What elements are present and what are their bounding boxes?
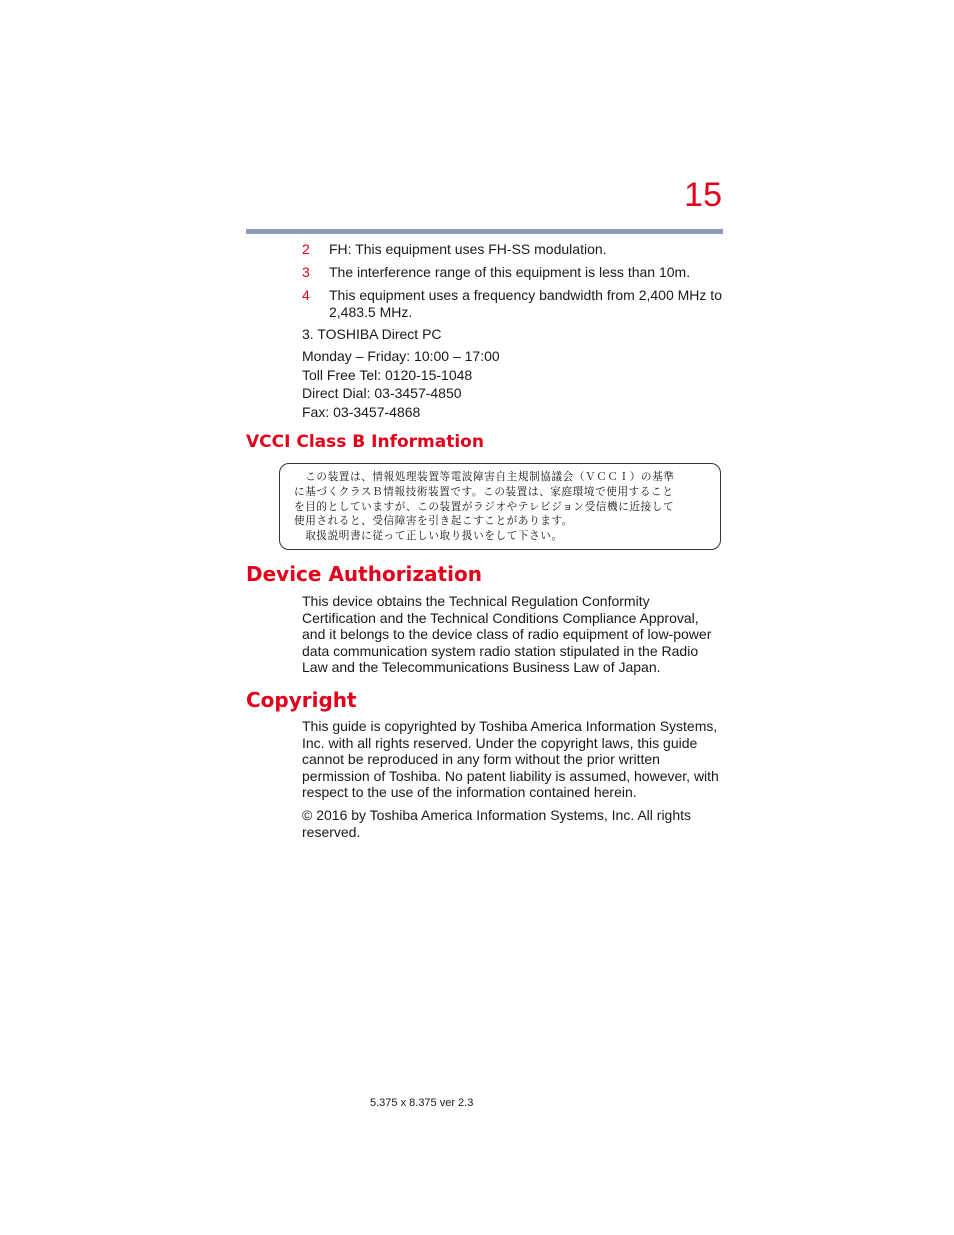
- list-item-text: The interference range of this equipment is less than 10m.: [329, 264, 691, 280]
- header-rule: [246, 229, 723, 234]
- device-authorization-text: This device obtains the Technical Regulation Conformity Certification and the Technical Conditions Compliance Approval, and it belongs to the device class of radio equipment of low-power data communication system radio station stipulated in the Radio Law and the Telecommunications Business Law of Japan.: [302, 593, 712, 675]
- device-authorization-heading: Device Authorization: [246, 562, 482, 586]
- page-number: 15: [684, 176, 722, 214]
- list-item-text: This equipment uses a frequency bandwidth from 2,400 MHz to 2,483.5 MHz.: [329, 287, 722, 320]
- copyright-heading: Copyright: [246, 688, 357, 712]
- vcci-line: この装置は、情報処理装置等電波障害自主規制協議会（ＶＣＣＩ）の基準: [294, 471, 675, 483]
- copyright-notice: © 2016 by Toshiba America Information Systems, Inc. All rights reserved.: [302, 807, 692, 840]
- page-footer: 5.375 x 8.375 ver 2.3: [370, 1097, 474, 1109]
- list-item-text: FH: This equipment uses FH-SS modulation.: [329, 241, 607, 257]
- contact-details: [302, 347, 724, 422]
- list-item-number: 4: [302, 287, 310, 303]
- radio-spec-list: [300, 241, 725, 327]
- contact-direct-dial: Direct Dial: 03-3457-4850: [302, 385, 462, 402]
- copyright-notice-block: [302, 807, 724, 840]
- contact-heading: 3. TOSHIBA Direct PC: [302, 326, 442, 342]
- vcci-notice-box: [279, 463, 721, 550]
- copyright-body: [302, 718, 724, 801]
- vcci-line: 使用されると、受信障害を引き起こすことがあります。: [294, 515, 573, 528]
- copyright-text: This guide is copyrighted by Toshiba America Information Systems, Inc. with all rights reserved. Under the copyright laws, this guide cannot be reproduced in any form without the prior written permission of Toshiba. No patent liability is assumed, however, with respect to the use of the information contained herein.: [302, 718, 719, 800]
- contact-hours: Monday – Friday: 10:00 – 17:00: [302, 348, 500, 364]
- device-authorization-body: [302, 593, 724, 676]
- list-item: [300, 264, 725, 281]
- list-item: [300, 241, 725, 258]
- list-item-number: 3: [302, 264, 310, 280]
- list-item: [300, 287, 725, 320]
- list-item-number: 2: [302, 241, 310, 257]
- contact-toll-free: Toll Free Tel: 0120-15-1048: [302, 366, 473, 383]
- contact-fax: Fax: 03-3457-4868: [302, 404, 421, 421]
- vcci-line: に基づくクラスＢ情報技術装置です。この装置は、家庭環境で使用すること: [294, 485, 674, 498]
- vcci-line: を目的としていますが、この装置がラジオやテレビジョン受信機に近接して: [294, 500, 675, 513]
- vcci-line: 取扱説明書に従って正しい取り扱いをして下さい。: [294, 530, 563, 543]
- vcci-heading: VCCI Class B Information: [246, 432, 484, 452]
- contact-heading-block: [302, 326, 724, 343]
